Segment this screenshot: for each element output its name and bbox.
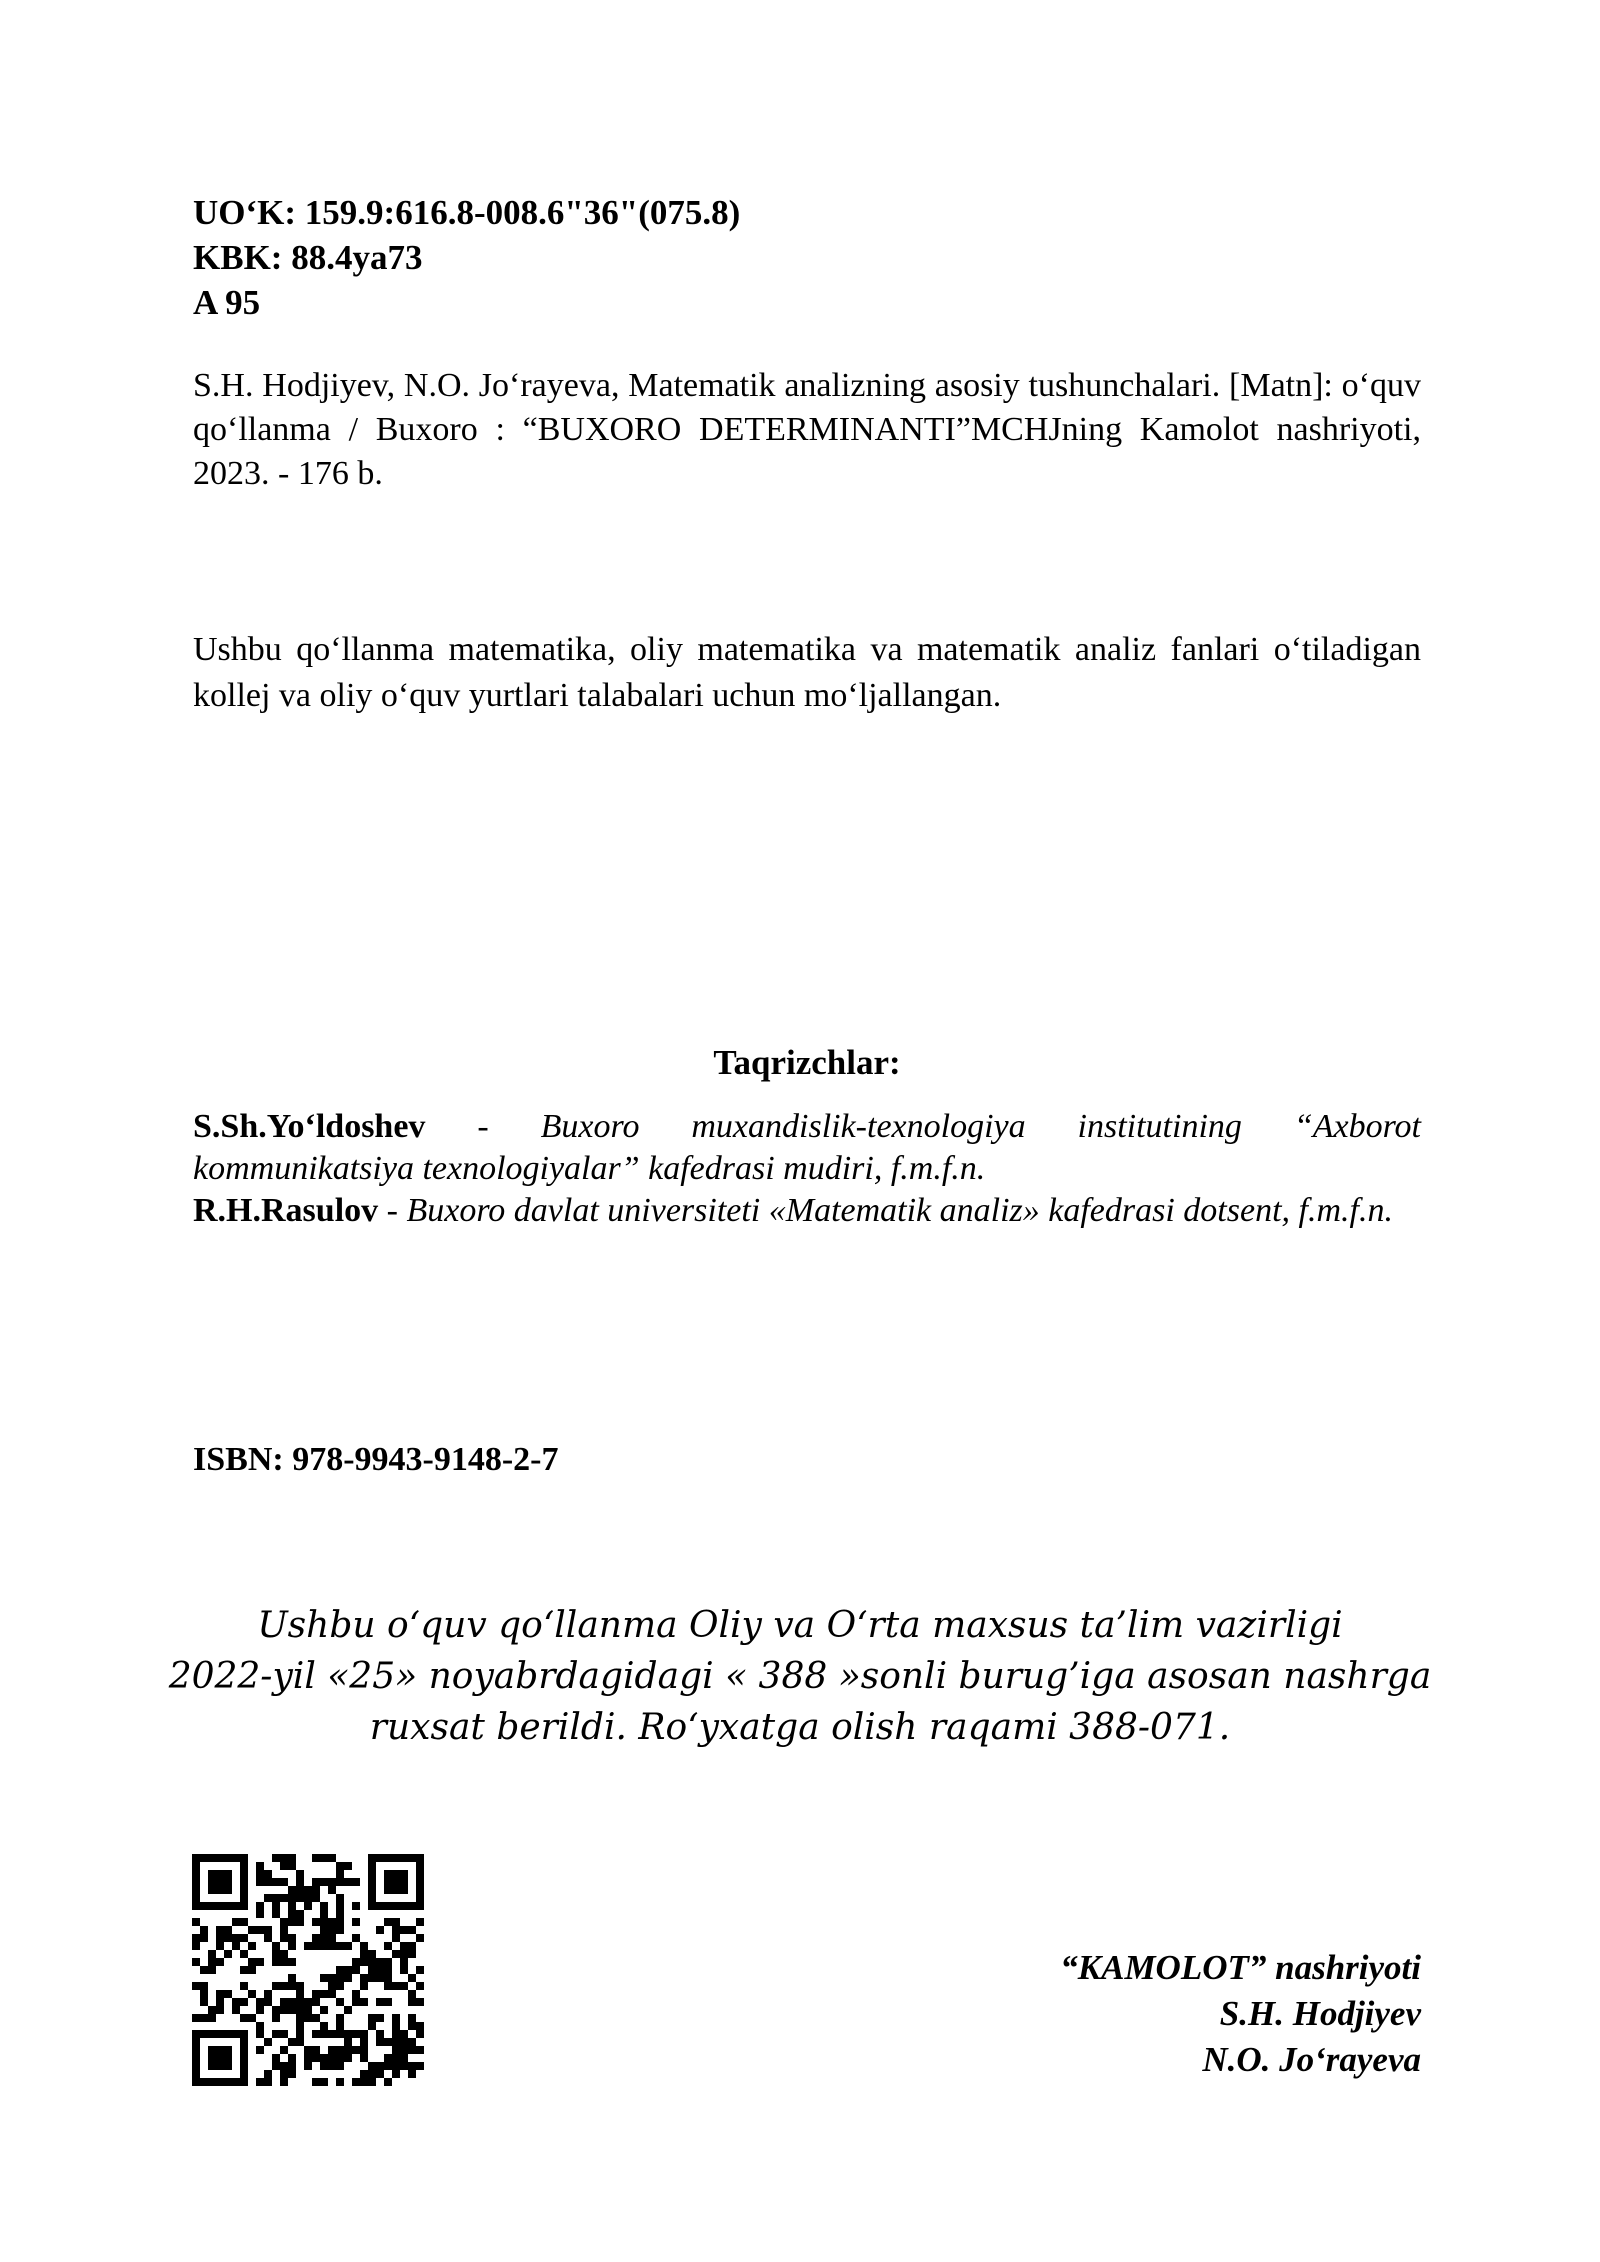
isbn-number: ISBN: 978-9943-9148-2-7: [193, 1441, 559, 1478]
reviewer-separator: -: [425, 1108, 541, 1145]
reviewer-entry: [193, 1106, 1421, 1190]
reviewer-description: Buxoro muxandislik-texnologiya institutining “Axborot kommunikatsiya texnologiyalar” kafedrasi mudiri, f.m.f.n.: [193, 1108, 1422, 1187]
reviewer-separator: -: [378, 1192, 407, 1229]
publisher-name: “KAMOLOT” nashriyoti: [1060, 1948, 1421, 1987]
reviewer-name: R.H.Rasulov: [193, 1192, 379, 1229]
kbk-code: KBK: 88.4ya73: [193, 238, 423, 277]
approval-line-3: ruxsat berildi. Ro‘yxatga olish raqami 388-071.: [369, 1707, 1231, 1748]
author-mark: A 95: [193, 283, 261, 322]
reviewer-description: Buxoro davlat universiteti «Matematik analiz» kafedrasi dotsent, f.m.f.n.: [406, 1192, 1393, 1229]
reviewer-name: S.Sh.Yo‘ldoshev: [193, 1108, 426, 1145]
approval-line-1: Ushbu o‘quv qo‘llanma Oliy va O‘rta maxsus ta’lim vazirligi: [257, 1605, 1343, 1646]
imprint-block: [1060, 1945, 1421, 2083]
reviewers-list: [193, 1106, 1421, 1232]
uok-code: UO‘K: 159.9:616.8-008.6"36"(075.8): [193, 193, 741, 232]
purpose-statement: Ushbu qo‘llanma matematika, oliy matematika va matematik analiz fanlari o‘tiladigan kollej va oliy o‘quv yurtlari talabalari uchun mo‘ljallangan.: [193, 631, 1421, 714]
qr-code: [192, 1854, 424, 2086]
bibliographic-description: S.H. Hodjiyev, N.O. Jo‘rayeva, Matematik analizning asosiy tushunchalari. [Matn]: o‘quv qo‘llanma / Buxoro : “BUXORO DETERMINANTI”MCHJning Kamolot nashriyoti, 2023. - 176 b.: [193, 367, 1421, 492]
approval-line-2: 2022-yil «25» noyabrdagidagi « 388 »sonli burug’iga asosan nashrga: [168, 1656, 1432, 1697]
classification-codes: [193, 190, 1421, 325]
publication-approval: [160, 1600, 1440, 1753]
reviewers-heading: Taqrizchlar:: [713, 1043, 901, 1082]
author-name: S.H. Hodjiyev: [1219, 1994, 1421, 2033]
reviewer-entry: [193, 1190, 1421, 1232]
author-name: N.O. Jo‘rayeva: [1202, 2040, 1421, 2079]
